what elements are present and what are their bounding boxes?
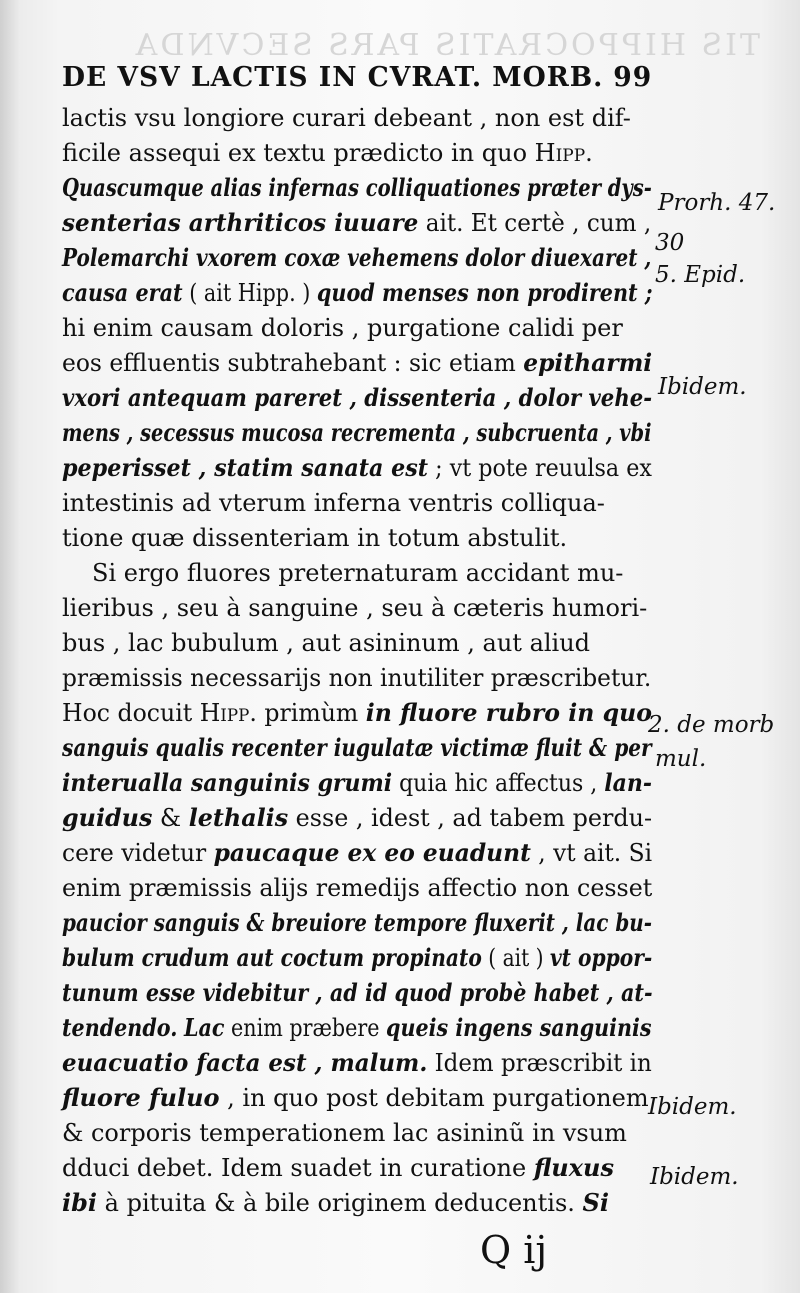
margin-note: mul. [655,746,707,772]
italic-text: fluxus [533,1153,614,1182]
text-line [62,1045,652,1081]
text-line [62,905,652,941]
text-line [62,730,652,766]
margin-note: Prorh. 47. [658,190,776,216]
text-line [62,1150,614,1186]
italic-text: quod menses non prodirent ; [316,278,653,307]
roman-text: dduci debet. Idem suadet in curatione [62,1154,534,1182]
text-line [62,940,652,976]
text-line [62,205,651,241]
roman-text: lactis vsu longiore curari debeant , non est dif- [62,104,631,132]
page-number: 99 [613,62,653,93]
text-line [62,240,651,276]
roman-text: enim præmissis alijs remedijs affectio non cesset [62,874,653,902]
text-line [92,555,623,591]
italic-text: fluore fuluo [62,1083,220,1112]
text-line [62,695,652,731]
roman-text: primùm [256,699,366,727]
text-line [62,450,652,486]
text-line [62,765,652,801]
roman-text: , vt ait. Si [530,839,653,867]
page-gutter-shadow [0,0,20,1293]
text-line [62,975,653,1011]
italic-text: paucaque ex eo euadunt [213,838,531,867]
roman-text: tione quæ dissenteriam in totum abstulit. [62,524,568,552]
roman-text: & corporis temperationem lac asininũ in vsum [62,1119,627,1147]
roman-text: ait. Et certè , cum , [418,209,652,237]
text-line [62,660,651,696]
italic-text: queis ingens sanguinis [386,1013,652,1042]
italic-text: lan- [604,768,652,797]
italic-text: vt oppor- [549,943,653,972]
italic-text: interualla sanguinis grumi [62,768,393,797]
roman-text: ficile assequi ex textu prædicto in quo [62,139,535,167]
running-head-title: DE VSV LACTIS IN CVRAT. MORB. [62,62,604,93]
roman-text: ; vt pote reuulsa ex [428,454,652,482]
roman-text: , in quo post debitam purgationem [219,1084,649,1112]
running-head [62,62,652,93]
italic-text: tendendo. [62,1013,178,1042]
italic-text: paucior sanguis & breuiore tempore fluxerit , lac bu- [62,908,653,937]
text-line [62,1080,649,1116]
italic-text: Si [582,1188,609,1217]
italic-text: sanguis qualis recenter iugulatæ victimæ fluit & per [62,733,652,762]
text-line [62,520,567,556]
text-line [62,415,651,451]
roman-text: ( ait Hipp. ) [182,279,317,307]
roman-text: bus , lac bubulum , aut asininum , aut aliud [62,629,591,657]
margin-note: Ibidem. [648,1094,737,1120]
text-line [62,590,647,626]
roman-text: à pituita & à bile originem deducentis. [97,1189,583,1217]
text-line [62,100,631,136]
roman-text: lieribus , seu à sanguine , seu à cæteris humori- [62,594,648,622]
roman-text: enim præbere [224,1014,387,1042]
italic-text: mens , secessus mucosa recrementa , subcruenta , vbi [62,418,652,447]
small-caps-text: Hipp. [199,699,257,727]
text-line [62,625,590,661]
text-line [62,485,605,521]
text-line [62,835,652,871]
small-caps-text: Hipp. [534,139,593,167]
margin-note: 2. de morb [648,712,775,738]
margin-note: Ibidem. [658,374,747,400]
roman-text: ( ait ) [481,944,550,972]
text-line [62,345,652,381]
italic-text: senterias arthriticos iuuare [62,208,419,237]
italic-text: Polemarchi vxorem coxæ vehemens dolor diuexaret , [62,243,652,272]
signature-mark: Q ij [480,1228,548,1272]
italic-text: causa erat [62,278,183,307]
margin-note: Ibidem. [650,1164,739,1190]
text-line [62,275,653,311]
italic-text: Quascumque alias infernas colliquationes præter dys- [62,173,652,202]
text-line [62,310,623,346]
roman-text: præmissis necessarijs non inutiliter præscribetur. [62,664,652,692]
italic-text: ibi [62,1188,98,1217]
text-line [62,135,593,171]
text-line [62,870,652,906]
italic-text: euacuatio facta est , malum. [62,1048,428,1077]
margin-note: 5. Epid. [655,262,746,288]
text-line [62,800,652,836]
text-line [62,1115,627,1151]
italic-text: bulum crudum aut coctum propinato [62,943,482,972]
roman-text: Idem præscribit in [427,1049,652,1077]
roman-text: cere videtur [62,839,214,867]
italic-text: Lac [183,1013,225,1042]
roman-text: Hoc docuit [62,699,200,727]
italic-text: vxori antequam pareret , dissenteria , dolor vehe- [62,383,653,412]
text-line [62,1185,609,1221]
roman-text: esse , idest , ad tabem perdu- [288,804,653,832]
roman-text: hi enim causam doloris , purgatione calidi per [62,314,623,342]
italic-text: epitharmi [523,348,653,377]
italic-text: in fluore rubro in quo [365,698,652,727]
roman-text: eos effluentis subtrahebant : sic etiam [62,349,524,377]
italic-text: lethalis [188,803,289,832]
text-line [62,1010,652,1046]
margin-note: 30 [655,230,685,256]
roman-text: quia hic affectus , [392,769,605,797]
text-line [62,380,652,416]
roman-text: intestinis ad vterum inferna ventris colliqua- [62,489,605,517]
italic-text: tunum esse videbitur , ad id quod probè habet , at- [62,978,653,1007]
roman-text: & [152,804,189,832]
roman-text: Si ergo fluores preternaturam accidant mu- [92,559,624,587]
text-line [62,170,652,206]
italic-text: guidus [62,803,153,832]
italic-text: peperisset , statim sanata est [62,453,429,482]
bleed-through-text: TIS HIPPOCRATIS PARS SECVNDA [132,28,760,63]
